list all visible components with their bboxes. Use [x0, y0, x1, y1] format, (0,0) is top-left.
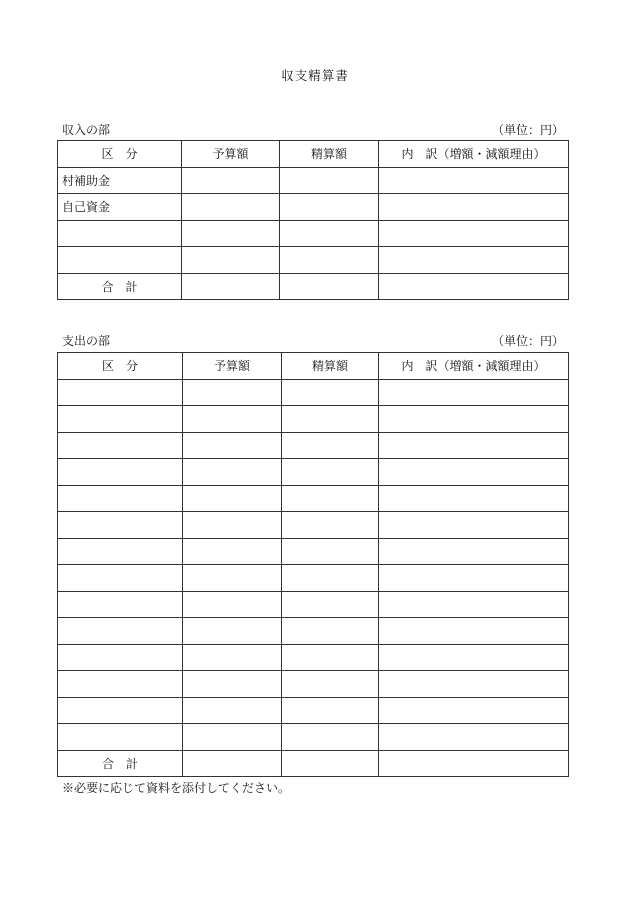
- expense-budget-cell[interactable]: [183, 724, 282, 751]
- expense-settled-cell[interactable]: [282, 538, 379, 565]
- attachment-note: ※必要に応じて資料を添付してください。: [62, 781, 291, 795]
- table-row: [58, 194, 569, 221]
- expense-category-cell[interactable]: [58, 671, 183, 698]
- income-total-label: 合 計: [58, 273, 182, 300]
- expense-category-cell[interactable]: [58, 618, 183, 645]
- expense-breakdown-cell[interactable]: [379, 406, 569, 433]
- income-category-cell[interactable]: 村補助金: [58, 167, 182, 194]
- income-budget-cell[interactable]: [182, 167, 280, 194]
- expense-total-label: 合 計: [58, 750, 183, 777]
- table-row: [58, 459, 569, 486]
- table-row: [58, 406, 569, 433]
- expense-total-breakdown-cell[interactable]: [379, 750, 569, 777]
- income-settled-cell[interactable]: [280, 220, 379, 247]
- table-row: [58, 618, 569, 645]
- table-row: [58, 697, 569, 724]
- expense-settled-cell[interactable]: [282, 618, 379, 645]
- expense-budget-cell[interactable]: [183, 671, 282, 698]
- expense-budget-cell[interactable]: [183, 618, 282, 645]
- income-total-settled-cell[interactable]: [280, 273, 379, 300]
- expense-settled-cell[interactable]: [282, 432, 379, 459]
- expense-category-cell[interactable]: [58, 591, 183, 618]
- expense-settled-cell[interactable]: [282, 671, 379, 698]
- expense-unit-label: （単位：円）: [491, 334, 564, 348]
- document-title: 収支精算書: [281, 68, 349, 83]
- expense-breakdown-cell[interactable]: [379, 724, 569, 751]
- table-row: [58, 591, 569, 618]
- expense-header-breakdown: 内 訳（増額・減額理由）: [379, 353, 569, 380]
- expense-breakdown-cell[interactable]: [379, 591, 569, 618]
- table-row: [58, 538, 569, 565]
- income-breakdown-cell[interactable]: [379, 220, 569, 247]
- expense-category-cell[interactable]: [58, 406, 183, 433]
- expense-settled-cell[interactable]: [282, 644, 379, 671]
- income-settled-cell[interactable]: [280, 247, 379, 274]
- income-table: [57, 140, 569, 300]
- expense-budget-cell[interactable]: [183, 644, 282, 671]
- expense-budget-cell[interactable]: [183, 565, 282, 592]
- expense-breakdown-cell[interactable]: [379, 379, 569, 406]
- expense-category-cell[interactable]: [58, 512, 183, 539]
- expense-total-budget-cell[interactable]: [183, 750, 282, 777]
- expense-budget-cell[interactable]: [183, 697, 282, 724]
- table-row: [58, 432, 569, 459]
- income-breakdown-cell[interactable]: [379, 247, 569, 274]
- income-budget-cell[interactable]: [182, 194, 280, 221]
- expense-breakdown-cell[interactable]: [379, 538, 569, 565]
- income-breakdown-cell[interactable]: [379, 194, 569, 221]
- expense-breakdown-cell[interactable]: [379, 618, 569, 645]
- expense-category-cell[interactable]: [58, 459, 183, 486]
- expense-settled-cell[interactable]: [282, 379, 379, 406]
- expense-category-cell[interactable]: [58, 485, 183, 512]
- expense-settled-cell[interactable]: [282, 406, 379, 433]
- expense-budget-cell[interactable]: [183, 512, 282, 539]
- income-budget-cell[interactable]: [182, 220, 280, 247]
- income-header-settled: 精算額: [280, 141, 379, 168]
- income-header-row: [58, 141, 569, 168]
- expense-budget-cell[interactable]: [183, 459, 282, 486]
- table-row: [58, 167, 569, 194]
- income-category-cell[interactable]: 自己資金: [58, 194, 182, 221]
- income-breakdown-cell[interactable]: [379, 167, 569, 194]
- expense-table: [57, 352, 569, 777]
- income-header-breakdown: 内 訳（増額・減額理由）: [379, 141, 569, 168]
- expense-category-cell[interactable]: [58, 379, 183, 406]
- expense-category-cell[interactable]: [58, 565, 183, 592]
- income-total-breakdown-cell[interactable]: [379, 273, 569, 300]
- expense-settled-cell[interactable]: [282, 697, 379, 724]
- expense-budget-cell[interactable]: [183, 406, 282, 433]
- expense-settled-cell[interactable]: [282, 512, 379, 539]
- expense-breakdown-cell[interactable]: [379, 512, 569, 539]
- expense-settled-cell[interactable]: [282, 485, 379, 512]
- table-row: [58, 220, 569, 247]
- expense-breakdown-cell[interactable]: [379, 697, 569, 724]
- expense-budget-cell[interactable]: [183, 432, 282, 459]
- table-row: [58, 644, 569, 671]
- table-row: [58, 565, 569, 592]
- expense-category-cell[interactable]: [58, 697, 183, 724]
- expense-breakdown-cell[interactable]: [379, 671, 569, 698]
- expense-category-cell[interactable]: [58, 538, 183, 565]
- table-row: [58, 485, 569, 512]
- table-row: [58, 379, 569, 406]
- expense-breakdown-cell[interactable]: [379, 459, 569, 486]
- expense-budget-cell[interactable]: [183, 591, 282, 618]
- expense-budget-cell[interactable]: [183, 538, 282, 565]
- expense-header-row: [58, 353, 569, 380]
- income-budget-cell[interactable]: [182, 247, 280, 274]
- expense-settled-cell[interactable]: [282, 724, 379, 751]
- expense-category-cell[interactable]: [58, 432, 183, 459]
- income-category-cell[interactable]: [58, 247, 182, 274]
- expense-total-settled-cell[interactable]: [282, 750, 379, 777]
- expense-total-row: [58, 750, 569, 777]
- table-row: [58, 247, 569, 274]
- income-settled-cell[interactable]: [280, 167, 379, 194]
- expense-header-budget: 予算額: [183, 353, 282, 380]
- expense-breakdown-cell[interactable]: [379, 565, 569, 592]
- income-settled-cell[interactable]: [280, 194, 379, 221]
- table-row: [58, 724, 569, 751]
- expense-category-cell[interactable]: [58, 644, 183, 671]
- income-section-label: 収入の部: [62, 123, 111, 137]
- expense-breakdown-cell[interactable]: [379, 644, 569, 671]
- income-header-category: 区 分: [58, 141, 182, 168]
- expense-settled-cell[interactable]: [282, 565, 379, 592]
- expense-category-cell[interactable]: [58, 724, 183, 751]
- table-row: [58, 671, 569, 698]
- table-row: [58, 512, 569, 539]
- expense-header-settled: 精算額: [282, 353, 379, 380]
- expense-header-category: 区 分: [58, 353, 183, 380]
- expense-budget-cell[interactable]: [183, 485, 282, 512]
- expense-settled-cell[interactable]: [282, 459, 379, 486]
- income-header-budget: 予算額: [182, 141, 280, 168]
- income-unit-label: （単位：円）: [491, 123, 564, 137]
- expense-settled-cell[interactable]: [282, 591, 379, 618]
- income-total-row: [58, 273, 569, 300]
- income-total-budget-cell[interactable]: [182, 273, 280, 300]
- expense-breakdown-cell[interactable]: [379, 432, 569, 459]
- income-category-cell[interactable]: [58, 220, 182, 247]
- expense-section-label: 支出の部: [62, 334, 111, 348]
- expense-breakdown-cell[interactable]: [379, 485, 569, 512]
- expense-budget-cell[interactable]: [183, 379, 282, 406]
